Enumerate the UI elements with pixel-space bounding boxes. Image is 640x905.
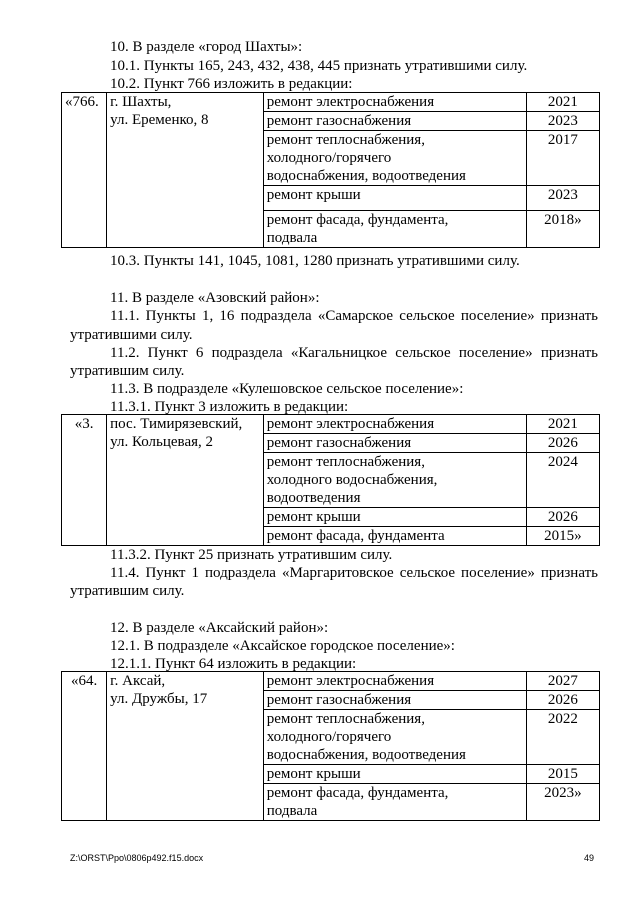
paragraph-11-4-cont: утратившим силу.	[70, 583, 185, 599]
paragraph-11-3-2: 11.3.2. Пункт 25 признать утратившим силу.	[110, 547, 393, 563]
address-cell: пос. Тимирязевский, ул. Кольцевая, 2	[107, 415, 264, 546]
work-cell: ремонт фасада, фундамента	[263, 527, 526, 546]
paragraph-10-3: 10.3. Пункты 141, 1045, 1081, 1280 признать утратившими силу.	[110, 253, 520, 269]
paragraph-12-1-1: 12.1.1. Пункт 64 изложить в редакции:	[110, 656, 357, 672]
paragraph-11-1-cont: утратившими силу.	[70, 327, 193, 343]
work-cell: ремонт крыши	[263, 765, 526, 784]
paragraph-11-3: 11.3. В подразделе «Кулешовское сельское поселение»:	[110, 381, 464, 397]
year-cell: 2026	[526, 434, 599, 453]
paragraph-11-3-1: 11.3.1. Пункт 3 изложить в редакции:	[110, 399, 349, 415]
table-item-3	[61, 414, 600, 546]
item-number: «766.	[62, 93, 107, 248]
paragraph-11-4: 11.4. Пункт 1 подраздела «Маргаритовское сельское поселение» признать	[110, 565, 598, 581]
work-cell: ремонт электроснабжения	[263, 415, 526, 434]
work-cell: ремонт крыши	[263, 508, 526, 527]
paragraph-10-1: 10.1. Пункты 165, 243, 432, 438, 445 признать утратившими силу.	[110, 58, 528, 74]
address-cell: г. Аксай, ул. Дружбы, 17	[107, 672, 264, 821]
paragraph-12: 12. В разделе «Аксайский район»:	[110, 620, 329, 636]
year-cell: 2015»	[526, 527, 599, 546]
table-row	[62, 93, 600, 112]
year-cell: 2027	[526, 672, 599, 691]
page-number: 49	[584, 853, 595, 863]
work-cell: ремонт теплоснабжения, холодного/горячего водоснабжения, водоотведения	[263, 710, 526, 765]
footer-file-path: Z:\ORST\Ppo\0806p492.f15.docx	[70, 853, 204, 863]
work-cell: ремонт электроснабжения	[263, 93, 526, 112]
work-cell: ремонт крыши	[263, 186, 526, 211]
year-cell: 2017	[526, 131, 599, 186]
year-cell: 2015	[526, 765, 599, 784]
item-number: «64.	[62, 672, 107, 821]
work-cell: ремонт теплоснабжения, холодного водоснабжения, водоотведения	[263, 453, 526, 508]
item-number: «3.	[62, 415, 107, 546]
year-cell: 2018»	[526, 211, 599, 248]
year-cell: 2026	[526, 691, 599, 710]
paragraph-11-2-cont: утратившим силу.	[70, 363, 185, 379]
year-cell: 2023	[526, 186, 599, 211]
year-cell: 2022	[526, 710, 599, 765]
table-item-766	[61, 92, 600, 248]
table-row	[62, 415, 600, 434]
year-cell: 2024	[526, 453, 599, 508]
work-cell: ремонт газоснабжения	[263, 112, 526, 131]
work-cell: ремонт фасада, фундамента, подвала	[263, 211, 526, 248]
year-cell: 2023	[526, 112, 599, 131]
work-cell: ремонт газоснабжения	[263, 691, 526, 710]
paragraph-11-2: 11.2. Пункт 6 подраздела «Кагальницкое сельское поселение» признать	[110, 345, 598, 361]
work-cell: ремонт теплоснабжения, холодного/горячего водоснабжения, водоотведения	[263, 131, 526, 186]
table-row	[62, 672, 600, 691]
table-item-64	[61, 671, 600, 821]
year-cell: 2021	[526, 93, 599, 112]
paragraph-10-2: 10.2. Пункт 766 изложить в редакции:	[110, 76, 353, 92]
work-cell: ремонт газоснабжения	[263, 434, 526, 453]
work-cell: ремонт фасада, фундамента, подвала	[263, 784, 526, 821]
paragraph-11-1: 11.1. Пункты 1, 16 подраздела «Самарское сельское поселение» признать	[110, 308, 598, 324]
year-cell: 2023»	[526, 784, 599, 821]
year-cell: 2026	[526, 508, 599, 527]
year-cell: 2021	[526, 415, 599, 434]
paragraph-11: 11. В разделе «Азовский район»:	[110, 290, 320, 306]
paragraph-12-1: 12.1. В подразделе «Аксайское городское поселение»:	[110, 638, 455, 654]
paragraph-10: 10. В разделе «город Шахты»:	[110, 39, 303, 55]
address-cell: г. Шахты, ул. Еременко, 8	[107, 93, 264, 248]
work-cell: ремонт электроснабжения	[263, 672, 526, 691]
